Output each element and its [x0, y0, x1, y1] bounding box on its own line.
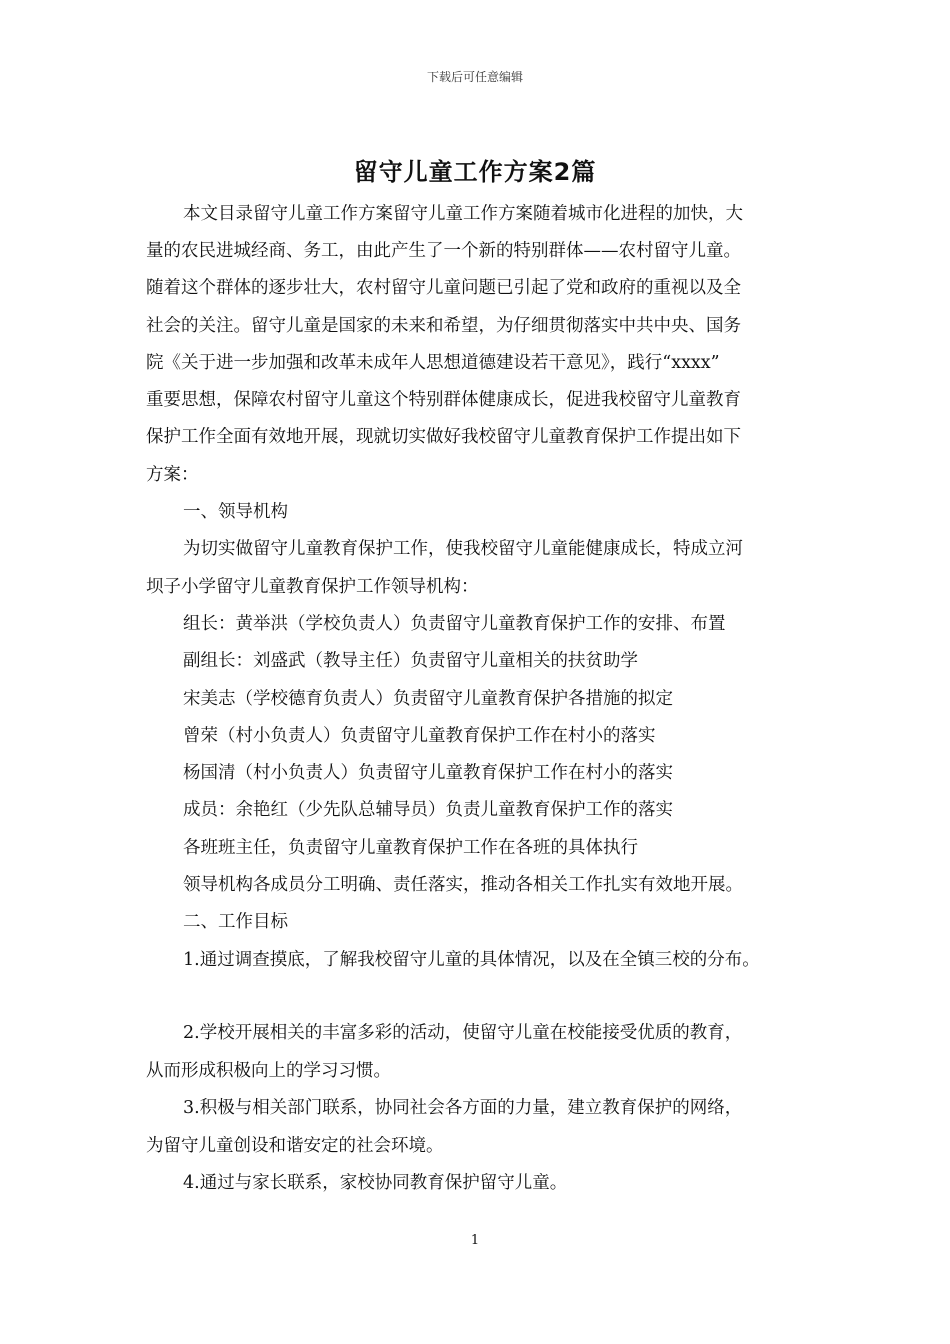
body-line: 量的农民进城经商、务工，由此产生了一个新的特别群体——农村留守儿童。	[146, 241, 741, 261]
body-line: 1.通过调查摸底，了解我校留守儿童的具体情况，以及在全镇三校的分布。	[183, 950, 760, 970]
page-number: 1	[470, 1233, 480, 1248]
body-line: 领导机构各成员分工明确、责任落实，推动各相关工作扎实有效地开展。	[183, 875, 743, 895]
body-line: 宋美志（学校德育负责人）负责留守儿童教育保护各措施的拟定	[183, 689, 673, 709]
body-line: 成员：余艳红（少先队总辅导员）负责儿童教育保护工作的落实	[183, 800, 673, 820]
body-line: 随着这个群体的逐步壮大，农村留守儿童问题已引起了党和政府的重视以及全	[146, 278, 741, 298]
body-line: 副组长：刘盛武（教导主任）负责留守儿童相关的扶贫助学	[183, 651, 638, 671]
body-line: 为切实做留守儿童教育保护工作，使我校留守儿童能健康成长，特成立河	[183, 539, 743, 559]
body-line: 本文目录留守儿童工作方案留守儿童工作方案随着城市化进程的加快，大	[183, 204, 743, 224]
section-heading: 一、领导机构	[183, 502, 288, 522]
body-line: 组长：黄举洪（学校负责人）负责留守儿童教育保护工作的安排、布置	[183, 614, 726, 634]
body-line: 4.通过与家长联系，家校协同教育保护留守儿童。	[183, 1173, 568, 1193]
body-line: 方案：	[146, 465, 199, 485]
section-heading: 二、工作目标	[183, 912, 288, 932]
body-line: 3.积极与相关部门联系，协同社会各方面的力量，建立教育保护的网络，	[183, 1098, 743, 1118]
body-line: 2.学校开展相关的丰富多彩的活动，使留守儿童在校能接受优质的教育，	[183, 1023, 743, 1043]
body-line: 曾荣（村小负责人）负责留守儿童教育保护工作在村小的落实	[183, 726, 656, 746]
body-line: 重要思想，保障农村留守儿童这个特别群体健康成长，促进我校留守儿童教育	[146, 390, 741, 410]
body-line: 社会的关注。留守儿童是国家的未来和希望，为仔细贯彻落实中共中央、国务	[146, 316, 741, 336]
document-title: 留守儿童工作方案2篇	[353, 158, 597, 186]
body-line: 从而形成积极向上的学习习惯。	[146, 1061, 391, 1081]
body-line: 坝子小学留守儿童教育保护工作领导机构：	[146, 577, 479, 597]
body-line: 院《关于进一步加强和改革未成年人思想道德建设若干意见》，践行“xxxx”	[146, 353, 720, 373]
header-note: 下载后可任意编辑	[426, 70, 523, 84]
body-line: 杨国清（村小负责人）负责留守儿童教育保护工作在村小的落实	[183, 763, 673, 783]
body-line: 为留守儿童创设和谐安定的社会环境。	[146, 1136, 444, 1156]
body-line: 保护工作全面有效地开展，现就切实做好我校留守儿童教育保护工作提出如下	[146, 427, 741, 447]
body-line: 各班班主任，负责留守儿童教育保护工作在各班的具体执行	[183, 838, 638, 858]
